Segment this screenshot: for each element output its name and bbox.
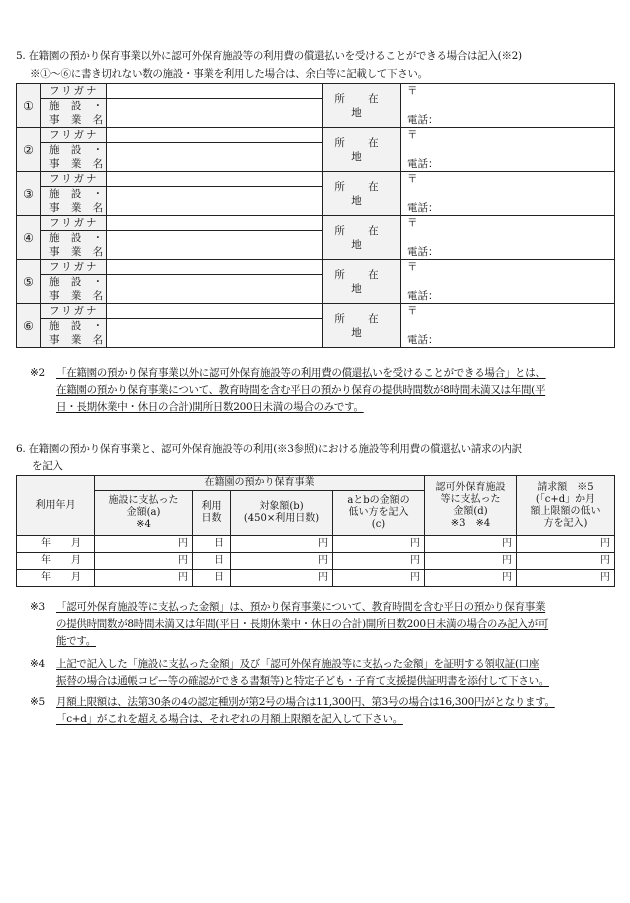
year-month-field[interactable]: 年 月 — [17, 570, 95, 587]
header-claim-2: (「c+d」か月 — [535, 493, 596, 505]
facility-row-number: ② — [17, 128, 41, 172]
header-nonlicensed-d-2: 等に支払った — [440, 493, 501, 505]
nonlicensed-d-field[interactable]: 円 — [425, 536, 517, 553]
tel-label: 電話： — [407, 202, 439, 214]
facility-name-label-2: 事 業 名 — [41, 245, 107, 260]
facility-name-label-2: 事 業 名 — [41, 157, 107, 172]
header-lower-c-2: 低い方を記入 — [348, 507, 409, 518]
header-group-kindergarten: 在籍園の預かり保育事業 — [95, 476, 425, 491]
note-5 — [30, 694, 616, 728]
section-5-title: 5. 在籍園の預かり保育事業以外に認可外保育施設等の利用費の償還払いを受けることができる場合は記入(※2) — [16, 50, 522, 62]
note-2-line-3: 日・長期休業中・休日の合計)開所日数200日未満の場合のみです。 — [56, 401, 364, 413]
note-4-line-2: 振替の場合は通帳コピー等の確認ができる書類等)と特定子ども・子育て支援提供証明書を添付して下さい。 — [56, 675, 549, 687]
facility-name-label-2: 事 業 名 — [41, 289, 107, 304]
header-days-2: 日数 — [201, 513, 222, 524]
postal-mark: 〒 — [407, 85, 418, 97]
section-6-title-line-2: を記入 — [32, 460, 63, 472]
section-5-note: ※①～⑥に書き切れない数の施設・事業を利用した場合は、余白等に記載して下さい。 — [30, 68, 428, 80]
header-nonlicensed-d-3: 金額(d) — [453, 505, 488, 517]
header-paid-a-2: 金額(a) — [126, 507, 161, 518]
header-claim-4: 方を記入) — [543, 517, 588, 529]
note-4-mark: ※4 — [30, 658, 45, 670]
header-target-b-1: 対象額(b) — [259, 501, 304, 512]
facility-name-label-1: 施 設 ・ — [41, 99, 107, 114]
facility-row-number: ④ — [17, 216, 41, 260]
year-month-field[interactable]: 年 月 — [17, 553, 95, 570]
location-label: 所 在 地 — [323, 216, 401, 260]
note-3-line-2: の提供時間数が8時間未満又は年間(平日・長期休業中・休日の合計)開所日数200日未満の場合のみ記入が可 — [56, 618, 549, 630]
postal-mark: 〒 — [407, 261, 418, 273]
section-6-title-line-1: 6. 在籍園の預かり保育事業と、認可外保育施設等の利用(※3参照)における施設等利用費の償還払い請求の内訳 — [16, 443, 522, 455]
note-5-line-2: 「c+d」がこれを超える場合は、それぞれの月額上限額を記入して下さい。 — [56, 713, 403, 725]
location-label: 所 在 地 — [323, 172, 401, 216]
header-nonlicensed-d-4: ※3 ※4 — [450, 517, 491, 529]
usage-row — [17, 570, 615, 587]
header-days-1: 利用 — [201, 501, 222, 512]
address-field[interactable] — [401, 84, 615, 128]
postal-mark: 〒 — [407, 217, 418, 229]
header-claim-3: 額上限額の低い — [530, 505, 601, 517]
note-2 — [30, 365, 616, 416]
address-field[interactable] — [401, 216, 615, 260]
furigana-label: フリガナ — [41, 260, 107, 275]
facility-name-field[interactable] — [107, 99, 323, 128]
tel-label: 電話： — [407, 290, 439, 302]
lower-c-field[interactable]: 円 — [333, 536, 425, 553]
facility-name-label-1: 施 設 ・ — [41, 187, 107, 202]
furigana-label: フリガナ — [41, 216, 107, 231]
facility-row — [17, 260, 615, 275]
facility-name-label-1: 施 設 ・ — [41, 319, 107, 334]
note-2-mark: ※2 — [30, 367, 45, 379]
note-3-line-3: 能です。 — [56, 635, 96, 647]
target-b-field[interactable]: 円 — [231, 536, 333, 553]
note-3 — [30, 599, 616, 650]
postal-mark: 〒 — [407, 305, 418, 317]
lower-c-field[interactable]: 円 — [333, 553, 425, 570]
header-lower-c — [333, 491, 425, 536]
paid-a-field[interactable]: 円 — [95, 536, 193, 553]
days-field[interactable]: 日 — [193, 536, 231, 553]
furigana-field[interactable] — [107, 172, 323, 187]
note-4 — [30, 656, 616, 690]
paid-a-field[interactable]: 円 — [95, 553, 193, 570]
facility-name-label-2: 事 業 名 — [41, 113, 107, 128]
target-b-field[interactable]: 円 — [231, 570, 333, 587]
address-field[interactable] — [401, 304, 615, 348]
furigana-label: フリガナ — [41, 84, 107, 99]
claim-field[interactable]: 円 — [517, 536, 615, 553]
header-lower-c-1: aとbの金額の — [347, 495, 410, 506]
header-month: 利用年月 — [17, 476, 95, 536]
furigana-field[interactable] — [107, 84, 323, 99]
facility-name-field[interactable] — [107, 275, 323, 304]
furigana-label: フリガナ — [41, 128, 107, 143]
days-field[interactable]: 日 — [193, 553, 231, 570]
note-3-line-1: 「認可外保育施設等に支払った金額」は、預かり保育事業について、教育時間を含む平日の預かり保育事業 — [56, 601, 546, 613]
note-3-mark: ※3 — [30, 601, 45, 613]
address-field[interactable] — [401, 128, 615, 172]
header-target-b — [231, 491, 333, 536]
facility-row-number: ① — [17, 84, 41, 128]
note-2-line-1: 「在籍園の預かり保育事業以外に認可外保育施設等の利用費の償還払いを受けることができる場合」とは、 — [56, 367, 546, 379]
facility-name-field[interactable] — [107, 143, 323, 172]
note-5-mark: ※5 — [30, 696, 45, 708]
postal-mark: 〒 — [407, 129, 418, 141]
facility-row-number: ⑤ — [17, 260, 41, 304]
target-b-field[interactable]: 円 — [231, 553, 333, 570]
facility-name-label-1: 施 設 ・ — [41, 275, 107, 290]
furigana-label: フリガナ — [41, 172, 107, 187]
tel-label: 電話： — [407, 114, 439, 126]
section-6-title — [16, 441, 616, 475]
nonlicensed-d-field[interactable]: 円 — [425, 553, 517, 570]
facility-name-field[interactable] — [107, 319, 323, 348]
header-paid-a — [95, 491, 193, 536]
claim-field[interactable]: 円 — [517, 570, 615, 587]
furigana-field[interactable] — [107, 304, 323, 319]
tel-label: 電話： — [407, 246, 439, 258]
facility-name-label-1: 施 設 ・ — [41, 143, 107, 158]
furigana-field[interactable] — [107, 260, 323, 275]
usage-row — [17, 553, 615, 570]
facility-name-label-2: 事 業 名 — [41, 333, 107, 348]
note-5-line-1: 月額上限額は、法第30条の4の認定種別が第2号の場合は11,300円、第3号の場合は16,300円がとなります。 — [56, 696, 555, 708]
facility-name-field[interactable] — [107, 231, 323, 260]
header-target-b-2: (450×利用日数) — [243, 513, 320, 524]
note-4-line-1: 上記で記入した「施設に支払った金額」及び「認可外保育施設等に支払った金額」を証明する領収証(口座 — [56, 658, 540, 670]
facility-row — [17, 172, 615, 187]
usage-table — [16, 475, 615, 587]
usage-row — [17, 536, 615, 553]
facility-name-field[interactable] — [107, 187, 323, 216]
furigana-field[interactable] — [107, 128, 323, 143]
paid-a-field[interactable]: 円 — [95, 570, 193, 587]
year-month-field[interactable]: 年 月 — [17, 536, 95, 553]
tel-label: 電話： — [407, 334, 439, 346]
header-days — [193, 491, 231, 536]
facility-row-number: ③ — [17, 172, 41, 216]
nonlicensed-d-field[interactable]: 円 — [425, 570, 517, 587]
note-2-line-2: 在籍園の預かり保育事業について、教育時間を含む平日の預かり保育の提供時間数が8時間未満又は年間(平 — [56, 384, 546, 396]
facility-row — [17, 304, 615, 319]
header-claim — [517, 476, 615, 536]
header-nonlicensed-d — [425, 476, 517, 536]
location-label: 所 在 地 — [323, 304, 401, 348]
lower-c-field[interactable]: 円 — [333, 570, 425, 587]
facility-row — [17, 128, 615, 143]
facility-name-label-2: 事 業 名 — [41, 201, 107, 216]
facility-table — [16, 83, 615, 348]
furigana-field[interactable] — [107, 216, 323, 231]
postal-mark: 〒 — [407, 173, 418, 185]
header-claim-1: 請求額 ※5 — [537, 481, 594, 493]
claim-field[interactable]: 円 — [517, 553, 615, 570]
location-label: 所 在 地 — [323, 128, 401, 172]
tel-label: 電話： — [407, 158, 439, 170]
header-paid-a-1: 施設に支払った — [108, 495, 179, 506]
facility-row — [17, 216, 615, 231]
header-lower-c-3: (c) — [371, 519, 386, 530]
address-field[interactable] — [401, 172, 615, 216]
days-field[interactable]: 日 — [193, 570, 231, 587]
facility-name-label-1: 施 設 ・ — [41, 231, 107, 246]
location-label: 所 在 地 — [323, 260, 401, 304]
header-nonlicensed-d-1: 認可外保育施設 — [435, 481, 506, 493]
facility-row — [17, 84, 615, 99]
location-label: 所 在 地 — [323, 84, 401, 128]
facility-row-number: ⑥ — [17, 304, 41, 348]
furigana-label: フリガナ — [41, 304, 107, 319]
address-field[interactable] — [401, 260, 615, 304]
header-paid-a-3: ※4 — [136, 519, 151, 530]
